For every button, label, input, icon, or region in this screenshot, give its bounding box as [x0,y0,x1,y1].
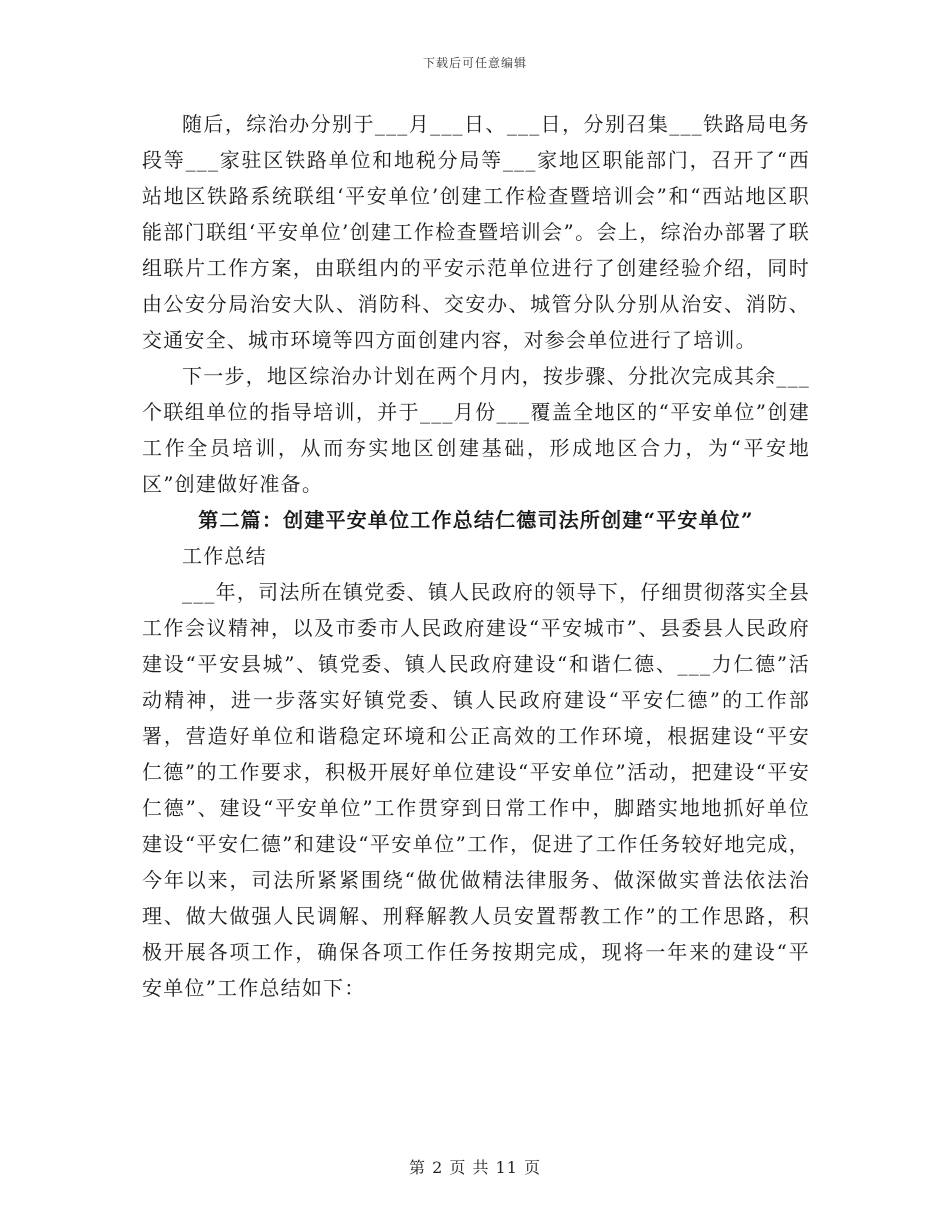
document-body [142,106,810,1006]
paragraph-work-summary: ___年，司法所在镇党委、镇人民政府的领导下，仔细贯彻落实全县工作会议精神，以及市委市人民政府建设“平安城市”、县委县人民政府建设“平安县城”、镇党委、镇人民政府建设“和谐仁德、___力仁德”活动精神，进一步落实好镇党委、镇人民政府建设“平安仁德”的工作部署，营造好单位和谐稳定环境和公正高效的工作环境，根据建设“平安仁德”的工作要求，积极开展好单位建设“平安单位”活动，把建设“平安仁德”、建设“平安单位”工作贯穿到日常工作中，脚踏实地地抓好单位建设“平安仁德”和建设“平安单位”工作，促进了工作任务较好地完成，今年以来，司法所紧紧围绕“做优做精法律服务、做深做实普法依法治理、做大做强人民调解、刑释解教人员安置帮教工作”的工作思路，积极开展各项工作，确保各项工作任务按期完成，现将一年来的建设“平安单位”工作总结如下： [142,580,810,1000]
paragraph-meeting-summary: 随后，综治办分别于___月___日、___日，分别召集___铁路局电务段等___家驻区铁路单位和地税分局等___家地区职能部门，召开了“西站地区铁路系统联组‘平安单位’创建工作检查暨培训会”和“西站地区职能部门联组‘平安单位’创建工作检查暨培训会”。会上，综治办部署了联组联片工作方案，由联组内的平安示范单位进行了创建经验介绍，同时由公安分局治安大队、消防科、交安办、城管分队分别从治安、消防、交通安全、城市环境等四方面创建内容，对参会单位进行了培训。 [142,112,810,352]
section-heading: 第二篇：创建平安单位工作总结仁德司法所创建“平安单位” [198,508,754,532]
section-subheading: 工作总结 [182,544,267,568]
paragraph-next-steps: 下一步，地区综治办计划在两个月内，按步骤、分批次完成其余___个联组单位的指导培训，并于___月份___覆盖全地区的“平安单位”创建工作全员培训，从而夯实地区创建基础，形成地区合力，为“平安地区”创建做好准备。 [142,364,810,496]
page-number: 第 2 页 共 11 页 [409,1158,541,1177]
page-header: 下载后可任意编辑 [422,56,527,70]
